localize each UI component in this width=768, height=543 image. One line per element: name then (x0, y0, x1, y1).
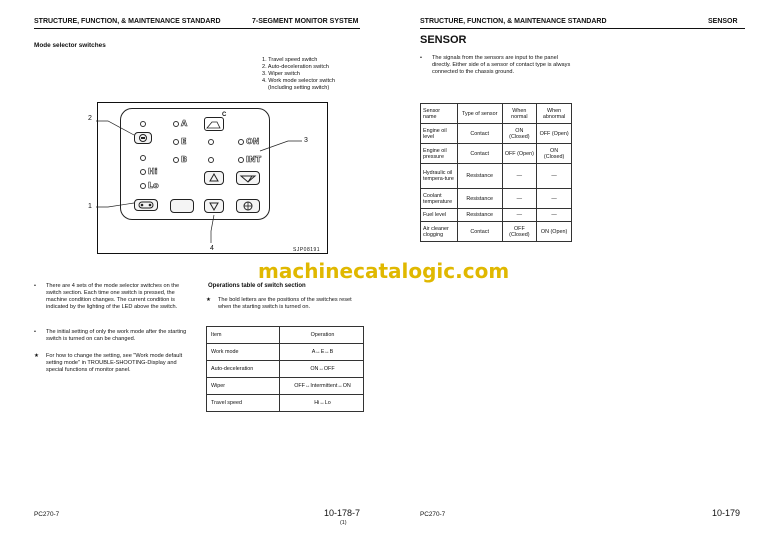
right-header-section: SENSOR (708, 18, 738, 25)
figure-code: SJP08191 (293, 247, 321, 253)
table-cell: Contact (457, 222, 502, 242)
table-row (421, 124, 572, 144)
label-e: E (181, 137, 187, 146)
bullet-paragraph (34, 329, 194, 343)
work-mode-down-switch[interactable] (204, 199, 224, 213)
table-cell: Auto-deceleration (207, 361, 280, 378)
triangle-down-icon (204, 199, 224, 213)
led-indicator (208, 157, 214, 163)
table-cell: ON (Open) (537, 222, 572, 242)
washer-switch[interactable] (236, 199, 260, 213)
sensor-intro (420, 55, 572, 76)
operations-note (206, 297, 364, 311)
legend-item: 3. Wiper switch (262, 71, 300, 77)
table-cell: Wiper (207, 378, 280, 395)
table-row (421, 189, 572, 209)
washer-icon (236, 199, 260, 213)
table-cell: — (502, 209, 537, 222)
callout-3: 3 (304, 137, 308, 144)
watermark-text: machinecatalogic.com (258, 259, 510, 283)
bullet-text: The initial setting of only the work mode after the starting switch is turned on can be changed. (46, 329, 187, 343)
star-mark: ★ (34, 353, 40, 359)
bullet-paragraph (34, 353, 194, 374)
legend-item: 4. Work mode selector switch (262, 78, 335, 84)
table-row (207, 361, 364, 378)
table-cell: Hydraulic oil tempera-ture (421, 164, 458, 189)
footer-page-right: 10-179 (712, 508, 741, 518)
table-cell: Hi↔Lo (280, 395, 364, 412)
star-mark: ★ (206, 297, 212, 303)
label-on: ON (246, 137, 260, 146)
led-e (173, 139, 179, 145)
table-row (207, 378, 364, 395)
table-cell: Travel speed (207, 395, 280, 412)
table-cell: Engine oil pressure (421, 144, 458, 164)
table-cell: Work mode (207, 344, 280, 361)
sensor-heading: SENSOR (420, 34, 467, 46)
callout-4: 4 (210, 245, 214, 252)
column-header: When normal (502, 104, 537, 124)
bullet-paragraph (34, 283, 194, 311)
label-int: INT (246, 155, 262, 164)
operations-table (206, 326, 364, 412)
right-header-title: STRUCTURE, FUNCTION, & MAINTENANCE STANDARD (420, 18, 607, 25)
callout-line (94, 117, 138, 137)
table-cell: Fuel level (421, 209, 458, 222)
table-cell: Engine oil level (421, 124, 458, 144)
wiper-switch[interactable] (236, 171, 260, 185)
bullet-mark: • (34, 283, 36, 289)
table-row (421, 209, 572, 222)
table-header-row (421, 104, 572, 124)
table-cell: Operation (280, 327, 364, 344)
led-indicator (140, 155, 146, 161)
table-cell: — (537, 209, 572, 222)
mode-selector-heading: Mode selector switches (34, 42, 106, 49)
bullet-mark: • (420, 55, 422, 61)
table-cell: Coolant temperature (421, 189, 458, 209)
label-lo: Lo (148, 181, 159, 190)
led-indicator (140, 121, 146, 127)
label-a: A (181, 119, 188, 128)
label-c: C (222, 112, 227, 118)
left-header-rule (34, 28, 360, 29)
table-cell: ON (Closed) (537, 144, 572, 164)
table-cell: — (537, 189, 572, 209)
table-row (207, 395, 364, 412)
led-indicator (208, 139, 214, 145)
led-hi (140, 169, 146, 175)
operations-heading: Operations table of switch section (208, 283, 306, 289)
footer-model-left: PC270-7 (34, 511, 60, 518)
callout-1: 1 (88, 203, 92, 210)
table-cell: ON↔OFF (280, 361, 364, 378)
table-cell: OFF↔Intermittent↔ON (280, 378, 364, 395)
legend-item: (Including setting switch) (268, 85, 330, 91)
bullet-text: For how to change the setting, see "Work mode default setting mode" in TROUBLE-SHOOTING-Display and special functions of monitor panel. (46, 353, 183, 374)
column-header: Type of sensor (457, 104, 502, 124)
table-row (421, 222, 572, 242)
led-a (173, 121, 179, 127)
left-header-section: 7-SEGMENT MONITOR SYSTEM (252, 18, 359, 25)
operations-note-text: The bold letters are the positions of the switches reset when the starting switch is turned on. (218, 297, 352, 311)
footer-model-right: PC270-7 (420, 511, 446, 518)
legend-item: 2. Auto-deceleration switch (262, 64, 329, 70)
sensor-table (420, 103, 572, 242)
callout-2: 2 (88, 115, 92, 122)
bullet-mark: • (34, 329, 36, 335)
mode-switch-figure (88, 102, 328, 254)
table-cell: Resistance (457, 209, 502, 222)
led-lo (140, 183, 146, 189)
label-b: B (181, 155, 188, 164)
table-cell: Resistance (457, 164, 502, 189)
column-header: Sensor name (421, 104, 458, 124)
blank-switch[interactable] (170, 199, 194, 213)
legend-item: 1. Travel speed switch (262, 57, 318, 63)
table-cell: OFF (Open) (502, 144, 537, 164)
table-row (207, 344, 364, 361)
led-b (173, 157, 179, 163)
callout-line (208, 213, 218, 245)
mode-selector-legend (262, 57, 372, 92)
bullet-text: There are 4 sets of the mode selector switches on the switch section. Each time one switch is pressed, the machine condition changes. The current condition is indicated by the lighting of the LED above the switch. (46, 283, 180, 311)
column-header: When abnormal (537, 104, 572, 124)
led-on (238, 139, 244, 145)
led-int (238, 157, 244, 163)
table-cell: — (537, 164, 572, 189)
wiper-icon (236, 171, 260, 185)
table-row (207, 327, 364, 344)
work-mode-up-switch[interactable] (204, 171, 224, 185)
sensor-intro-text: The signals from the sensors are input to the panel directly. Either side of a sensor of contact type is always connected to the chassis ground. (432, 55, 571, 76)
table-cell: ON (Closed) (502, 124, 537, 144)
table-cell: Contact (457, 144, 502, 164)
right-header-rule (420, 28, 745, 29)
table-cell: OFF (Open) (537, 124, 572, 144)
callout-line (258, 139, 304, 153)
footer-page-sub: (1) (340, 520, 347, 526)
table-cell: Resistance (457, 189, 502, 209)
table-cell: A↔E↔B (280, 344, 364, 361)
table-row (421, 144, 572, 164)
table-cell: — (502, 164, 537, 189)
table-row (421, 164, 572, 189)
left-header-title: STRUCTURE, FUNCTION, & MAINTENANCE STANDARD (34, 18, 221, 25)
mode-c-graphic (204, 117, 224, 131)
excavator-icon (204, 117, 224, 131)
table-cell: — (502, 189, 537, 209)
table-cell: Item (207, 327, 280, 344)
triangle-up-icon (204, 171, 224, 185)
label-hi: Hi (148, 167, 158, 176)
table-cell: Air cleaner clogging (421, 222, 458, 242)
callout-line (94, 199, 138, 211)
table-cell: Contact (457, 124, 502, 144)
table-cell: OFF (Closed) (502, 222, 537, 242)
footer-page-left: 10-178-7 (324, 508, 361, 518)
